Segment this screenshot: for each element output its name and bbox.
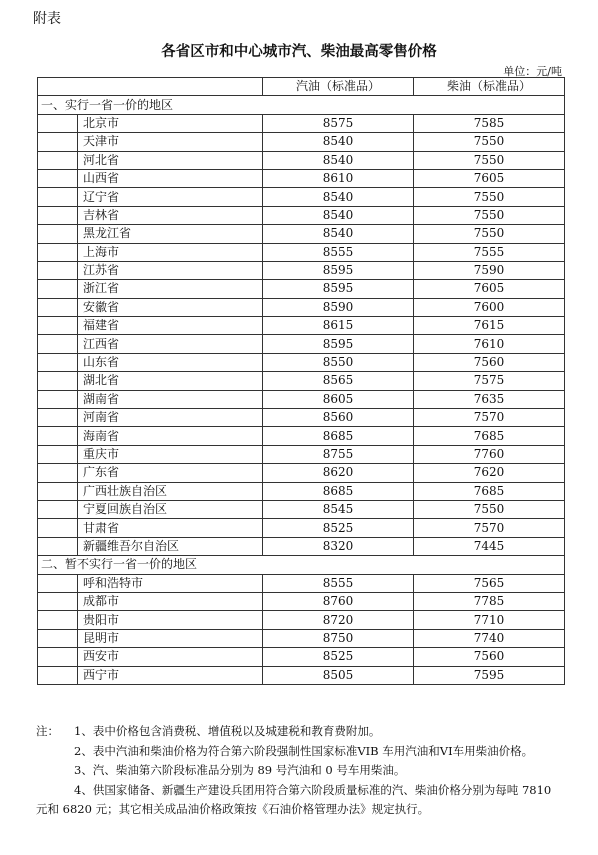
region-name: 江西省 (78, 335, 263, 353)
notes-lead: 注： (36, 724, 59, 738)
table-row (38, 188, 565, 206)
diesel-price: 7610 (414, 335, 565, 353)
gasoline-price: 8610 (263, 169, 414, 187)
table-row (38, 243, 565, 261)
diesel-price: 7635 (414, 390, 565, 408)
section-row (38, 96, 565, 114)
gasoline-price: 8505 (263, 666, 414, 684)
region-name: 山东省 (78, 353, 263, 371)
region-name: 辽宁省 (78, 188, 263, 206)
region-name: 广西壮族自治区 (78, 482, 263, 500)
indent-cell (38, 280, 78, 298)
table-row (38, 280, 565, 298)
indent-cell (38, 482, 78, 500)
region-name: 河南省 (78, 409, 263, 427)
indent-cell (38, 500, 78, 518)
note-4: 4、供国家储备、新疆生产建设兵团用符合第六阶段质量标准的汽、柴油价格分别为每吨 7810 元和 6820 元；其它相关成品油价格政策按《石油价格管理办法》规定执行。 (36, 782, 552, 816)
diesel-price: 7550 (414, 500, 565, 518)
table-row (38, 133, 565, 151)
diesel-price: 7570 (414, 519, 565, 537)
table-row (38, 390, 565, 408)
table-row (38, 409, 565, 427)
page-title: 各省区市和中心城市汽、柴油最高零售价格 (161, 44, 437, 60)
indent-cell (38, 225, 78, 243)
gasoline-price: 8595 (263, 280, 414, 298)
table-row (38, 464, 565, 482)
region-name: 贵阳市 (78, 611, 263, 629)
diesel-price: 7710 (414, 611, 565, 629)
indent-cell (38, 592, 78, 610)
gasoline-price: 8540 (263, 225, 414, 243)
table-row (38, 169, 565, 187)
diesel-price: 7555 (414, 243, 565, 261)
region-name: 西宁市 (78, 666, 263, 684)
table-row (38, 225, 565, 243)
table-row (38, 372, 565, 390)
gasoline-price: 8560 (263, 409, 414, 427)
table-row (38, 206, 565, 224)
table-row (38, 629, 565, 647)
diesel-price: 7590 (414, 261, 565, 279)
gasoline-price: 8525 (263, 519, 414, 537)
gasoline-price: 8590 (263, 298, 414, 316)
gasoline-price: 8615 (263, 317, 414, 335)
diesel-price: 7605 (414, 169, 565, 187)
region-name: 湖北省 (78, 372, 263, 390)
indent-cell (38, 464, 78, 482)
table-row (38, 500, 565, 518)
diesel-price: 7550 (414, 151, 565, 169)
diesel-price: 7560 (414, 353, 565, 371)
gasoline-price: 8540 (263, 188, 414, 206)
diesel-price: 7600 (414, 298, 565, 316)
table-row (38, 611, 565, 629)
table-row (38, 317, 565, 335)
unit-label: 单位：元/吨 (503, 65, 562, 78)
gasoline-price: 8540 (263, 133, 414, 151)
gasoline-price: 8320 (263, 537, 414, 555)
region-name: 山西省 (78, 169, 263, 187)
annex-label: 附表 (33, 11, 61, 27)
diesel-price: 7575 (414, 372, 565, 390)
diesel-price: 7595 (414, 666, 565, 684)
indent-cell (38, 519, 78, 537)
diesel-price: 7550 (414, 225, 565, 243)
header-diesel: 柴油（标准品） (414, 78, 565, 96)
indent-cell (38, 445, 78, 463)
diesel-price: 7560 (414, 648, 565, 666)
region-name: 北京市 (78, 114, 263, 132)
region-name: 河北省 (78, 151, 263, 169)
indent-cell (38, 243, 78, 261)
region-name: 广东省 (78, 464, 263, 482)
region-name: 呼和浩特市 (78, 574, 263, 592)
region-name: 昆明市 (78, 629, 263, 647)
indent-cell (38, 666, 78, 684)
region-name: 吉林省 (78, 206, 263, 224)
table-row (38, 445, 565, 463)
table-row (38, 537, 565, 555)
gasoline-price: 8540 (263, 151, 414, 169)
indent-cell (38, 537, 78, 555)
note-1: 注： 1、表中价格包含消费税、增值税以及城建税和教育费附加。 (36, 722, 564, 742)
table-header-row (38, 78, 565, 96)
gasoline-price: 8540 (263, 206, 414, 224)
table-row (38, 427, 565, 445)
indent-cell (38, 648, 78, 666)
indent-cell (38, 409, 78, 427)
indent-cell (38, 114, 78, 132)
diesel-price: 7445 (414, 537, 565, 555)
table-row (38, 151, 565, 169)
diesel-price: 7685 (414, 427, 565, 445)
note-2: 2、表中汽油和柴油价格为符合第六阶段强制性国家标准VIB 车用汽油和VI车用柴油价格。 (74, 743, 534, 758)
diesel-price: 7785 (414, 592, 565, 610)
diesel-price: 7550 (414, 188, 565, 206)
indent-cell (38, 317, 78, 335)
indent-cell (38, 298, 78, 316)
diesel-price: 7740 (414, 629, 565, 647)
diesel-price: 7615 (414, 317, 565, 335)
gasoline-price: 8760 (263, 592, 414, 610)
indent-cell (38, 427, 78, 445)
indent-cell (38, 335, 78, 353)
table-row (38, 574, 565, 592)
region-name: 海南省 (78, 427, 263, 445)
indent-cell (38, 151, 78, 169)
gasoline-price: 8550 (263, 353, 414, 371)
indent-cell (38, 629, 78, 647)
diesel-price: 7685 (414, 482, 565, 500)
gasoline-price: 8720 (263, 611, 414, 629)
table-row (38, 648, 565, 666)
indent-cell (38, 261, 78, 279)
indent-cell (38, 188, 78, 206)
region-name: 上海市 (78, 243, 263, 261)
region-name: 西安市 (78, 648, 263, 666)
indent-cell (38, 372, 78, 390)
gasoline-price: 8595 (263, 335, 414, 353)
table-row (38, 114, 565, 132)
indent-cell (38, 574, 78, 592)
gasoline-price: 8605 (263, 390, 414, 408)
indent-cell (38, 206, 78, 224)
gasoline-price: 8575 (263, 114, 414, 132)
gasoline-price: 8555 (263, 574, 414, 592)
region-name: 重庆市 (78, 445, 263, 463)
gasoline-price: 8685 (263, 427, 414, 445)
gasoline-price: 8685 (263, 482, 414, 500)
region-name: 福建省 (78, 317, 263, 335)
table-row (38, 482, 565, 500)
section-row (38, 556, 565, 574)
diesel-price: 7605 (414, 280, 565, 298)
region-name: 成都市 (78, 592, 263, 610)
region-name: 甘肃省 (78, 519, 263, 537)
diesel-price: 7570 (414, 409, 565, 427)
indent-cell (38, 390, 78, 408)
region-name: 新疆维吾尔自治区 (78, 537, 263, 555)
region-name: 安徽省 (78, 298, 263, 316)
indent-cell (38, 169, 78, 187)
diesel-price: 7620 (414, 464, 565, 482)
gasoline-price: 8620 (263, 464, 414, 482)
gasoline-price: 8750 (263, 629, 414, 647)
region-name: 江苏省 (78, 261, 263, 279)
region-name: 黑龙江省 (78, 225, 263, 243)
diesel-price: 7550 (414, 133, 565, 151)
table-row (38, 261, 565, 279)
region-name: 浙江省 (78, 280, 263, 298)
table-row (38, 519, 565, 537)
diesel-price: 7565 (414, 574, 565, 592)
table-row (38, 298, 565, 316)
gasoline-price: 8545 (263, 500, 414, 518)
header-region-cell (38, 78, 263, 96)
table-row (38, 335, 565, 353)
gasoline-price: 8755 (263, 445, 414, 463)
diesel-price: 7585 (414, 114, 565, 132)
gasoline-price: 8565 (263, 372, 414, 390)
section-label: 二、暂不实行一省一价的地区 (38, 556, 565, 574)
gasoline-price: 8555 (263, 243, 414, 261)
table-row (38, 592, 565, 610)
notes (36, 722, 564, 820)
region-name: 宁夏回族自治区 (78, 500, 263, 518)
indent-cell (38, 133, 78, 151)
diesel-price: 7550 (414, 206, 565, 224)
table-row (38, 353, 565, 371)
table-body (38, 96, 565, 685)
gasoline-price: 8595 (263, 261, 414, 279)
section-label: 一、实行一省一价的地区 (38, 96, 565, 114)
price-table (37, 77, 565, 685)
table-row (38, 666, 565, 684)
indent-cell (38, 353, 78, 371)
gasoline-price: 8525 (263, 648, 414, 666)
header-gasoline: 汽油（标准品） (263, 78, 414, 96)
region-name: 天津市 (78, 133, 263, 151)
note-3: 3、汽、柴油第六阶段标准品分别为 89 号汽油和 0 号车用柴油。 (74, 763, 406, 777)
region-name: 湖南省 (78, 390, 263, 408)
indent-cell (38, 611, 78, 629)
diesel-price: 7760 (414, 445, 565, 463)
